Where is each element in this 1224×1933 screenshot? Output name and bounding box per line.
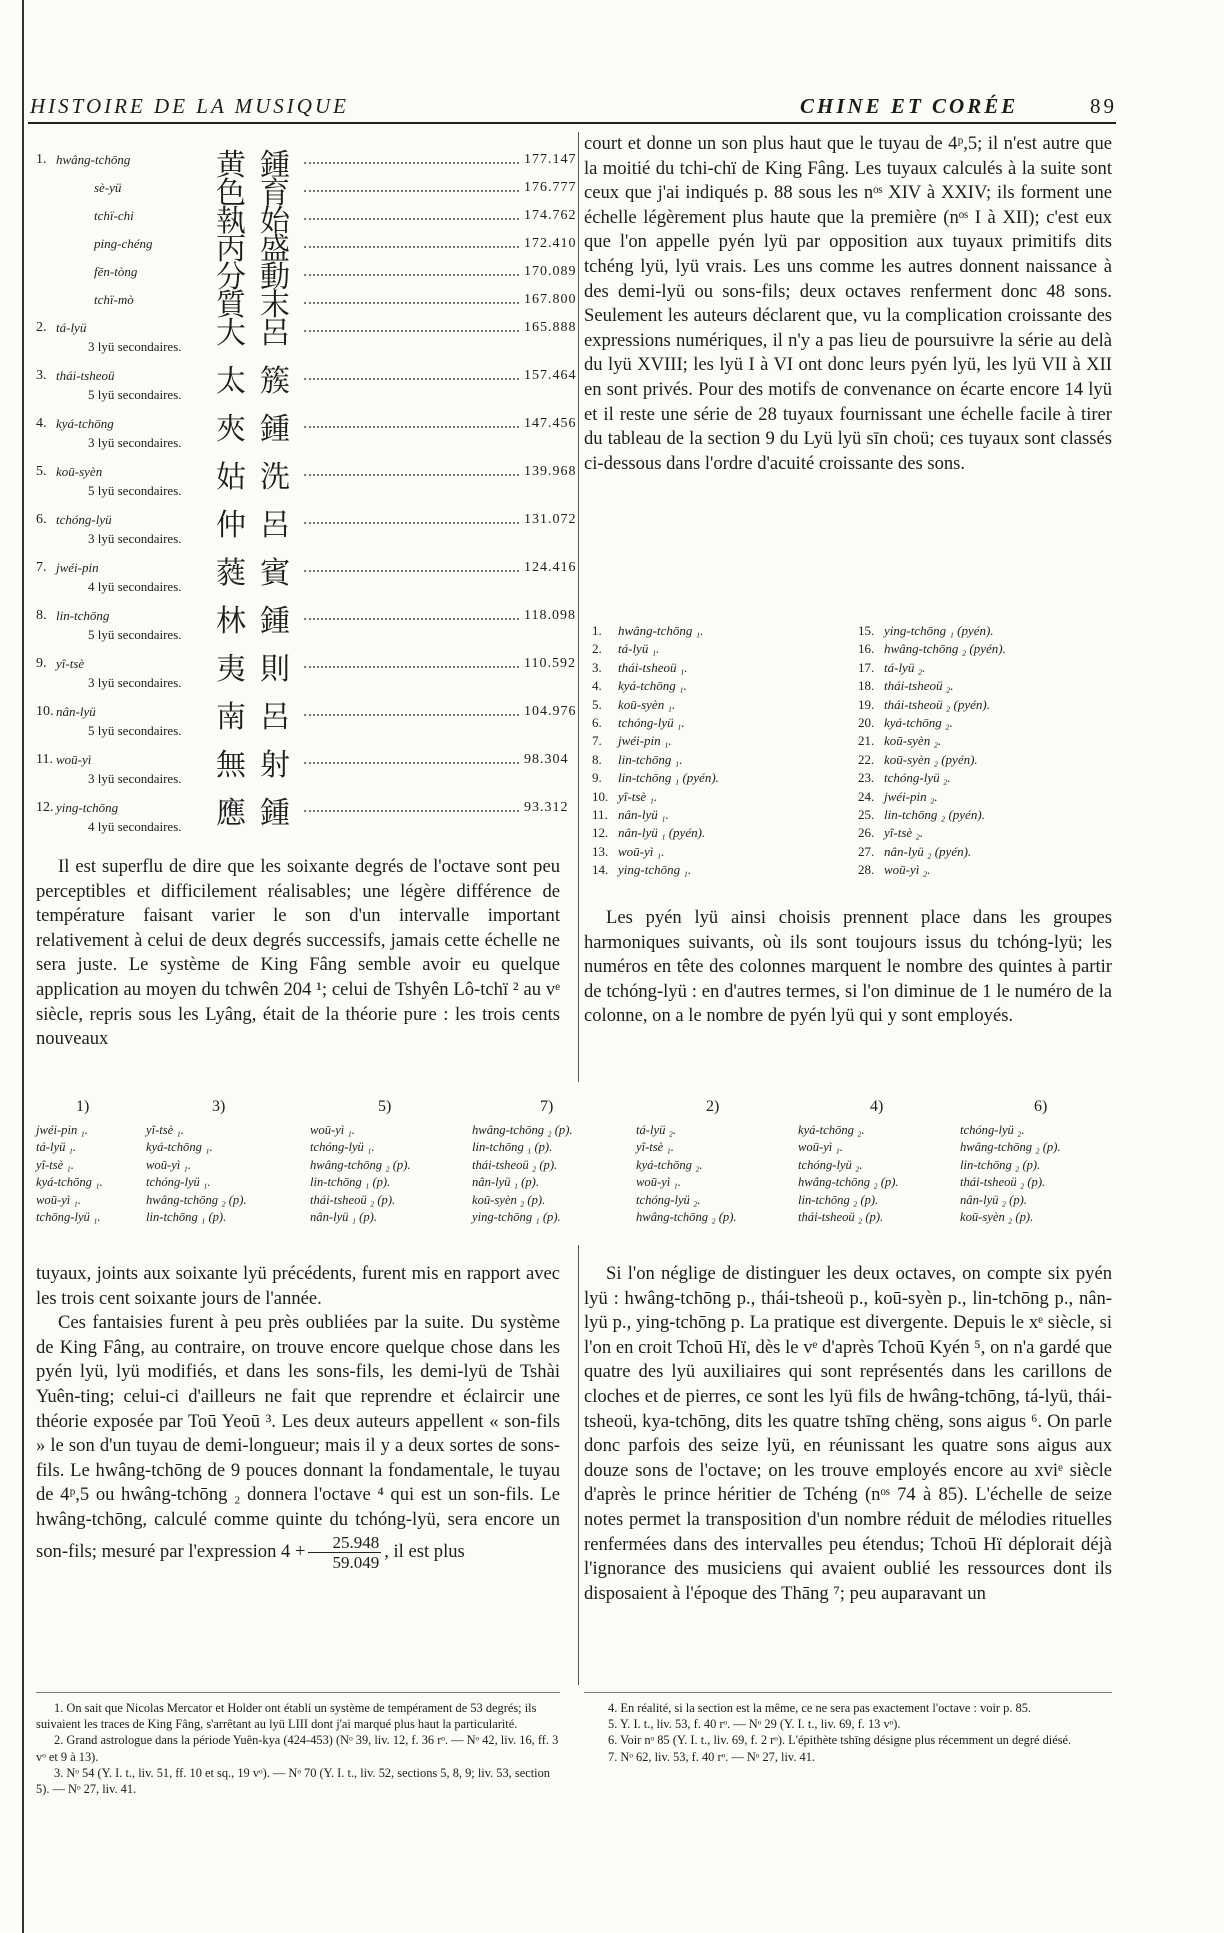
- group-item: lin-tchōng ₂ (p).: [798, 1192, 879, 1207]
- list-item-name: koū-syèn ₁.: [618, 696, 676, 712]
- list-item-name: koū-syèn ₂ (pyén).: [884, 751, 978, 767]
- toc-secondary-note: 3 lyü secondaires.: [88, 435, 182, 450]
- toc-secondary-note: 4 lyü secondaires.: [88, 819, 182, 834]
- list-item-number: 12.: [592, 825, 609, 841]
- toc-secondary-note: 3 lyü secondaires.: [88, 339, 182, 354]
- toc-chinese-chars: 夷則: [216, 652, 304, 687]
- toc-value: 174.762: [524, 208, 577, 223]
- toc-chinese-chars: 夾鍾: [216, 412, 304, 447]
- list-item-number: 14.: [592, 862, 609, 878]
- toc-lyu-name: woū-yì: [56, 752, 92, 767]
- list-item: [858, 806, 1006, 824]
- toc-lyu-name: tchï-chi: [94, 208, 134, 223]
- toc-leader-dots: [304, 178, 519, 192]
- footnote: 7. Nᵒ 62, liv. 53, f. 40 rᵒ. — Nᵒ 27, liv. 41.: [608, 1749, 815, 1764]
- toc-chinese-chars: 質末: [216, 288, 304, 323]
- toc-lyu-name: fēn-tòng: [94, 264, 138, 279]
- toc-value: 98.304: [524, 752, 569, 767]
- group-heading: 5): [378, 1098, 392, 1115]
- group-item: woū-yì ₁.: [636, 1175, 681, 1190]
- group-item: thái-tsheoü ₂ (p).: [472, 1157, 558, 1172]
- list-item-name: yî-tsè ₂.: [884, 825, 924, 841]
- toc-chinese-chars: 分動: [216, 260, 304, 295]
- group-item: hwâng-tchōng ₂ (p).: [636, 1210, 737, 1225]
- toc-chinese-chars: 蕤賓: [216, 556, 304, 591]
- toc-leader-dots: [304, 234, 519, 248]
- footnote: 5. Y. I. t., liv. 53, f. 40 rᵒ. — Nᵒ 29 (Y. I. t., liv. 69, f. 13 vᵒ).: [608, 1717, 901, 1732]
- toc-chinese-chars: 黄鍾: [216, 148, 304, 183]
- group-item: nân-lyü ₁ (p).: [472, 1175, 539, 1190]
- list-item-number: 2.: [592, 641, 602, 657]
- toc-row: [36, 362, 577, 402]
- left-paragraph-2: [36, 1262, 560, 1572]
- left-paragraph-2-text: tuyaux, joints aux soixante lyü précédents, furent mis en rapport avec les trois cent soixante jours de l'année.: [36, 1263, 560, 1309]
- group-item: tchóng-lyü ₂.: [960, 1123, 1025, 1137]
- list-item-number: 27.: [858, 843, 875, 859]
- group-item: tchóng-lyü ₁.: [146, 1175, 211, 1190]
- list-item: [858, 732, 1006, 750]
- toc-leader-dots: [304, 366, 519, 380]
- toc-value: 165.888: [524, 320, 577, 335]
- toc-chinese-chars: 林鍾: [216, 604, 304, 639]
- right-paragraph-1-text: court et donne un son plus haut que le tuyau de 4ᵖ,5; il n'est autre que la moitié du tchi-chï de King Fâng. Les tuyaux calculés à la suite sont ceux que j'ai indiqués p. 88 sous les nᵒˢ XIV à XXIV; ils forment une échelle légèrement plus haute que la première (nᵒˢ I à XII); c'est eux que l'on appelle pyén lyü par opposition aux tuyaux primitifs dits tchéng lyü, lyü vrais. Les uns comme les autres donnent naissance à des demi-lyü ou sons-fils; deux octaves renferment donc 48 sons. Seulement les auteurs déclarent que, vu la complication croissante des expressions numériques, il n'y a pas lieu de poursuivre la série au delà du lyü XVIII; les lyü I à VI ont donc leurs pyén lyü, les lyü VII à XII en sont privés. Pour des motifs de convenance on écarte encore 14 lyü et il reste une série de 28 tuyaux fournissant une échelle facile à tirer du tableau de la section 9 du Lyü lyü sīn choü; ces tuyaux sont classés ci-dessous dans l'ordre d'acuité croissante des sons.: [584, 133, 1112, 474]
- binding-edge: [22, 0, 24, 1933]
- toc-secondary-note: 5 lyü secondaires.: [88, 483, 182, 498]
- list-item-number: 9.: [592, 770, 602, 786]
- group-item: thái-tsheoü ₂ (p).: [798, 1210, 884, 1225]
- list-item: [858, 788, 1006, 806]
- list-item-number: 7.: [592, 733, 602, 749]
- toc-lyu-name: hwâng-tchōng: [56, 152, 131, 167]
- footnote-rule-right: [584, 1692, 1112, 1693]
- group-heading: 6): [1034, 1098, 1048, 1115]
- toc-lyu-name: tá-lyü: [56, 320, 87, 335]
- group-item: lin-tchōng ₂ (p).: [960, 1157, 1041, 1172]
- toc-secondary-note: 3 lyü secondaires.: [88, 771, 182, 786]
- formula-suffix: , il est plus: [384, 1540, 465, 1562]
- list-item-number: 21.: [858, 733, 875, 749]
- group-heading: 2): [706, 1098, 720, 1115]
- list-item-name: thái-tsheoü ₂ (pyén).: [884, 696, 990, 712]
- footnotes-right: [590, 1700, 1112, 1765]
- group-item: tchōng-lyü ₁.: [36, 1210, 101, 1225]
- group-item: thái-tsheoü ₂ (p).: [310, 1192, 396, 1207]
- group-item: tá-lyü ₂.: [636, 1123, 677, 1137]
- toc-chinese-chars: 仲呂: [216, 508, 304, 543]
- toc-chinese-chars: 色育: [216, 176, 304, 211]
- list-item: [858, 622, 1006, 640]
- list-item-name: kyá-tchōng ₂.: [884, 715, 953, 731]
- group-item: hwâng-tchōng ₂ (p).: [472, 1123, 573, 1137]
- toc-number: 11.: [36, 752, 53, 767]
- toc-number: 9.: [36, 656, 47, 671]
- toc-row: [36, 458, 577, 498]
- list-item: [858, 640, 1006, 658]
- toc-leader-dots: [304, 702, 519, 716]
- group-item: kyá-tchōng ₂.: [636, 1157, 703, 1172]
- list-item-number: 22.: [858, 751, 875, 767]
- toc-number: 4.: [36, 416, 47, 431]
- list-item-name: tá-lyü ₂.: [884, 659, 926, 675]
- toc-secondary-note: 3 lyü secondaires.: [88, 675, 182, 690]
- toc-number: 2.: [36, 320, 47, 335]
- footnote-rule-left: [36, 1692, 560, 1693]
- toc-row: [36, 746, 569, 786]
- group-item: tchóng-lyü ₂.: [798, 1157, 863, 1172]
- toc-secondary-note: 3 lyü secondaires.: [88, 531, 182, 546]
- group-item: woū-yì ₁.: [36, 1192, 81, 1207]
- list-item-number: 11.: [592, 807, 608, 823]
- formula-denominator: 59.049: [332, 1552, 380, 1572]
- pyen-list-left: [592, 622, 719, 880]
- group-column: [960, 1122, 1061, 1226]
- toc-lyu-name: nân-lyü: [56, 704, 96, 719]
- pyen-list-right: [858, 622, 1006, 880]
- toc-lyu-name: ping-chéng: [94, 236, 153, 251]
- list-item-name: hwâng-tchōng ₂ (pyén).: [884, 641, 1006, 657]
- list-item: [858, 677, 1006, 695]
- list-item: [592, 696, 719, 714]
- list-item-number: 13.: [592, 843, 609, 859]
- group-item: hwâng-tchōng ₂ (p).: [960, 1140, 1061, 1155]
- group-item: lin-tchōng ₁ (p).: [472, 1140, 553, 1155]
- toc-secondary-note: 4 lyü secondaires.: [88, 579, 182, 594]
- toc-value: 177.147: [524, 152, 577, 167]
- toc-leader-dots: [304, 606, 519, 620]
- group-item: tchóng-lyü ₂.: [636, 1192, 701, 1207]
- list-item-name: lin-tchōng ₂ (pyén).: [884, 807, 985, 823]
- toc-value: 110.592: [524, 656, 576, 671]
- group-column: [472, 1122, 573, 1226]
- group-item: hwâng-tchōng ₂ (p).: [798, 1175, 899, 1190]
- footnote: 3. Nᵒ 54 (Y. I. t., liv. 51, ff. 10 et sq., 19 vᵒ). — Nᵒ 70 (Y. I. t., liv. 52, sections 5, 8, 9; liv. 53, section 5). — Nᵒ 27, liv. 41.: [36, 1765, 550, 1797]
- toc-chinese-chars: 大呂: [216, 316, 304, 351]
- list-item-number: 5.: [592, 696, 602, 712]
- list-item: [592, 714, 719, 732]
- list-item: [858, 769, 1006, 787]
- group-item: woū-yì ₁.: [310, 1123, 355, 1137]
- group-heading: 4): [870, 1098, 884, 1115]
- group-item: kyá-tchōng ₁.: [146, 1140, 213, 1155]
- list-item-name: kyá-tchōng ₁.: [618, 678, 687, 694]
- list-item-number: 17.: [858, 659, 875, 675]
- list-item-number: 18.: [858, 678, 875, 694]
- footnote: 4. En réalité, si la section est la même, ce ne sera pas exactement l'octave : voir p. 85.: [608, 1701, 1032, 1715]
- list-item-number: 25.: [858, 807, 875, 823]
- list-item: [592, 788, 719, 806]
- group-item: thái-tsheoü ₂ (p).: [960, 1175, 1046, 1190]
- toc-leader-dots: [304, 462, 519, 476]
- list-item-name: lin-tchōng ₁ (pyén).: [618, 770, 719, 786]
- toc-lyu-name: tchóng-lyü: [56, 512, 112, 527]
- column-divider-bottom: [578, 1245, 579, 1685]
- column-divider-top: [578, 132, 579, 1082]
- formula-fraction: [308, 1533, 381, 1572]
- toc-lyu-name: lin-tchōng: [56, 608, 110, 623]
- list-item: [858, 714, 1006, 732]
- left-paragraph-1-text: Il est superflu de dire que les soixante degrés de l'octave sont peu perceptibles et difficilement réalisables; une légère différence de température faisant varier le son d'un intervalle important relativement à celui de deux degrés successifs, jamais cette échelle ne sera juste. Le système de King Fâng semble avoir eu quelque application au moyen du tchwên 204 ¹; celui de Tshyên Lô-tchï ² au vᵉ siècle, repris sous les Lyâng, était de la théorie pure : les trois cents nouveaux: [36, 856, 560, 1050]
- right-paragraph-3-text: Si l'on néglige de distinguer les deux octaves, on compte six pyén lyü : hwâng-tchōng p., thái-tsheoü p., koū-syèn p., lin-tchōng p., nân-lyü p., ying-tchōng p. La pratique est divergente. Depuis le xᵉ siècle, si l'on en croit Tchoū Hï, dès le vᵉ d'après Tchoū Kyén ⁵, on n'a gardé que quatre des lyü auxiliaires qui sont représentés dans les carillons de cloches et de pierres, ce sont les lyü fils de hwâng-tchōng, tá-lyü, thái-tsheoü, kya-tchōng, dits les quatre tshīng chëng, sons aigus ⁶. On parle donc parfois des seize lyü, en réunissant les quatre sons aigus aux douze sons de l'octave; on les trouve employés encore au xviᵉ siècle d'après le prince héritier de Tchéng (nᵒˢ 74 à 85). L'échelle de seize notes permet la transposition d'un nombre réduit de mélodies rituelles renfermées dans des intervalles peu étendus; Tchoū Hï déplorait déjà l'ignorance des musiciens qui avaient oublié les ressources dont ils disposaient à l'époque des Thāng ⁷; peu auparavant un: [584, 1263, 1112, 1604]
- group-item: kyá-tchōng ₁.: [36, 1175, 103, 1190]
- list-item-name: lin-tchōng ₁.: [618, 751, 683, 767]
- list-item: [592, 640, 719, 658]
- list-item-name: yî-tsè ₁.: [618, 788, 658, 804]
- toc-lyu-name: yî-tsè: [56, 656, 85, 671]
- footnotes-left: [36, 1700, 560, 1797]
- right-paragraph-3: [584, 1262, 1112, 1606]
- page-number: 89: [1090, 94, 1117, 118]
- toc-secondary-note: 5 lyü secondaires.: [88, 387, 182, 402]
- group-heading: 1): [76, 1098, 90, 1115]
- list-item-name: ying-tchōng ₁.: [618, 862, 692, 878]
- toc-value: 172.410: [524, 236, 577, 251]
- toc-value: 139.968: [524, 464, 577, 479]
- toc-secondary-note: 5 lyü secondaires.: [88, 723, 182, 738]
- toc-row: [36, 794, 569, 834]
- group-item: nân-lyü ₁ (p).: [310, 1210, 377, 1225]
- group-column: [636, 1122, 737, 1226]
- list-item-name: jwéi-pin ₁.: [618, 733, 672, 749]
- list-item-number: 16.: [858, 641, 875, 657]
- list-item-number: 20.: [858, 715, 875, 731]
- list-item-name: woū-yì ₁.: [618, 843, 665, 859]
- group-item: hwâng-tchōng ₂ (p).: [310, 1157, 411, 1172]
- list-item-name: koū-syèn ₂.: [884, 733, 942, 749]
- group-item: koū-syèn ₂ (p).: [960, 1210, 1034, 1225]
- toc-lyu-name: kyá-tchōng: [56, 416, 114, 431]
- toc-lyu-name: ying-tchōng: [56, 800, 119, 815]
- footnote: 1. On sait que Nicolas Mercator et Holder ont établi un système de tempérament de 53 degrés; ils suivaient les traces de King Fâng, s'arrêtant au lyü LIII dont j'ai marqué plus haut la particularité.: [36, 1701, 537, 1732]
- list-item-name: jwéi-pin ₂.: [884, 788, 938, 804]
- list-item: [592, 806, 719, 824]
- list-item-name: tá-lyü ₁.: [618, 641, 660, 657]
- list-item-number: 19.: [858, 696, 875, 712]
- list-item: [592, 622, 719, 640]
- toc-value: 147.456: [524, 416, 577, 431]
- list-item-name: tchóng-lyü ₂.: [884, 770, 951, 786]
- toc-number: 10.: [36, 704, 54, 719]
- toc-value: 104.976: [524, 704, 577, 719]
- group-item: yî-tsè ₁.: [146, 1123, 184, 1137]
- list-item-number: 3.: [592, 659, 602, 675]
- toc-number: 8.: [36, 608, 47, 623]
- formula-prefix: 4 +: [281, 1540, 306, 1562]
- toc-leader-dots: [304, 318, 519, 332]
- list-item-name: woū-yì ₂.: [884, 862, 931, 878]
- toc-row: [36, 506, 577, 546]
- list-item: [592, 732, 719, 750]
- list-item-name: nân-lyü ₁ (pyén).: [618, 825, 706, 841]
- list-item-number: 1.: [592, 623, 602, 638]
- toc-chinese-chars: 應鍾: [216, 796, 304, 831]
- group-item: lin-tchōng ₁ (p).: [146, 1210, 227, 1225]
- footnote: 2. Grand astrologue dans la période Yuên-kya (424-453) (Nᵒ 39, liv. 12, f. 36 rᵒ. — Nᵒ 42, liv. 16, ff. 3 vᵒ et 9 à 13).: [36, 1733, 559, 1764]
- group-column: [798, 1122, 899, 1226]
- toc-number: 1.: [36, 152, 47, 167]
- toc-leader-dots: [304, 290, 519, 304]
- group-item: yî-tsè ₁.: [636, 1140, 674, 1155]
- list-item: [592, 677, 719, 695]
- group-item: hwâng-tchōng ₂ (p).: [146, 1192, 247, 1207]
- toc-value: 118.098: [524, 608, 576, 623]
- header-rule: [28, 122, 1116, 124]
- list-item-name: thái-tsheoü ₂.: [884, 678, 954, 694]
- toc-lyu-name: koū-syèn: [56, 464, 103, 479]
- toc-leader-dots: [304, 414, 519, 428]
- list-item-number: 8.: [592, 751, 602, 767]
- list-item-number: 10.: [592, 788, 609, 804]
- toc-value: 157.464: [524, 368, 577, 383]
- toc-number: 3.: [36, 368, 47, 383]
- toc-leader-dots: [304, 150, 519, 164]
- list-item: [592, 751, 719, 769]
- footnote: 6. Voir nᵒ 85 (Y. I. t., liv. 69, f. 2 rᵒ). L'épithète tshīng désigne plus récemment un degré diésé.: [608, 1733, 1072, 1748]
- toc-number: 7.: [36, 560, 47, 575]
- toc-secondary-note: 5 lyü secondaires.: [88, 627, 182, 642]
- list-item-name: nân-lyü ₂ (pyén).: [884, 843, 972, 859]
- toc-number: 6.: [36, 512, 47, 527]
- list-item: [858, 861, 1006, 879]
- list-item-name: hwâng-tchōng ₁.: [618, 623, 704, 638]
- list-item: [858, 696, 1006, 714]
- toc-lyu-name: tchï-mò: [94, 292, 134, 307]
- toc-chinese-chars: 太簇: [216, 364, 304, 399]
- group-column: [310, 1122, 411, 1226]
- toc-row: [36, 410, 577, 450]
- list-item: [592, 659, 719, 677]
- toc-number: 5.: [36, 464, 47, 479]
- group-item: tá-lyü ₁.: [36, 1140, 77, 1155]
- right-paragraph-1: [584, 132, 1112, 476]
- toc-row: [36, 554, 577, 594]
- right-paragraph-2: [584, 906, 1112, 1029]
- list-item-number: 15.: [858, 623, 875, 638]
- list-item: [592, 861, 719, 879]
- list-item: [592, 843, 719, 861]
- group-item: tchóng-lyü ₁.: [310, 1140, 375, 1155]
- toc-leader-dots: [304, 558, 519, 572]
- toc-chinese-chars: 姑洗: [216, 460, 304, 495]
- toc-leader-dots: [304, 750, 519, 764]
- group-heading: 3): [212, 1098, 226, 1115]
- left-paragraph-1: [36, 855, 560, 1052]
- toc-lyu-name: sè-yü: [94, 180, 122, 195]
- group-item: woū-yì ₁.: [798, 1140, 843, 1155]
- list-item-number: 23.: [858, 770, 875, 786]
- list-item-name: ying-tchōng ₁ (pyén).: [884, 623, 994, 638]
- group-item: jwéi-pin ₁.: [36, 1123, 88, 1137]
- list-item-name: nân-lyü ₁.: [618, 807, 669, 823]
- list-item: [592, 824, 719, 842]
- left-paragraph-3-body: Ces fantaisies furent à peu près oubliées par la suite. Du système de King Fâng, au contraire, on trouve encore quelque chose dans les pyén lyü, lyü modifiés, et dans les sons-fils, les demi-lyü de Tshài Yuên-ting; celui-ci d'ailleurs ne fait que reprendre et éclaircir une théorie exposée par Toū Yeoū ³. Les deux auteurs appellent « son-fils » le son d'un tuyau de demi-longueur; mais il y a deux sortes de sons-fils. Le hwâng-tchōng de 9 pouces donnant la fondamentale, le tuyau de 4ᵖ,5 ou hwâng-tchōng ₂ donnera l'octave ⁴ qui est un son-fils. Le hwâng-tchōng, calculé comme quinte du tchóng-lyü, sera encore un son-fils; mesuré par l'expression: [36, 1312, 560, 1562]
- toc-leader-dots: [304, 262, 519, 276]
- toc-value: 176.777: [524, 180, 577, 195]
- list-item-number: 6.: [592, 715, 602, 731]
- toc-row: [36, 314, 577, 354]
- toc-row: [36, 698, 577, 738]
- toc-value: 131.072: [524, 512, 577, 527]
- toc-value: 93.312: [524, 800, 569, 815]
- toc-row: [36, 650, 576, 690]
- list-item: [592, 769, 719, 787]
- group-item: kyá-tchōng ₂.: [798, 1123, 865, 1137]
- toc-lyu-name: thái-tsheoü: [56, 368, 115, 383]
- list-item-name: thái-tsheoü ₁.: [618, 659, 688, 675]
- list-item-number: 28.: [858, 862, 875, 878]
- list-item: [858, 843, 1006, 861]
- toc-leader-dots: [304, 798, 519, 812]
- list-item: [858, 751, 1006, 769]
- toc-row: [36, 602, 576, 642]
- group-item: ying-tchōng ₁ (p).: [472, 1210, 561, 1225]
- list-item-number: 26.: [858, 825, 875, 841]
- toc-value: 170.089: [524, 264, 577, 279]
- group-column: [36, 1122, 103, 1226]
- formula-numerator: 25.948: [308, 1533, 381, 1553]
- group-item: nân-lyü ₂ (p).: [960, 1192, 1027, 1207]
- group-column: [146, 1122, 247, 1226]
- group-item: lin-tchōng ₁ (p).: [310, 1175, 391, 1190]
- group-item: yî-tsè ₁.: [36, 1157, 74, 1172]
- toc-leader-dots: [304, 206, 519, 220]
- running-title-right: CHINE ET CORÉE: [800, 94, 1019, 118]
- toc-value: 167.800: [524, 292, 577, 307]
- list-item-number: 4.: [592, 678, 602, 694]
- toc-leader-dots: [304, 510, 519, 524]
- group-heading: 7): [540, 1098, 554, 1115]
- toc-chinese-chars: 執始: [216, 204, 304, 239]
- toc-lyu-name: jwéi-pin: [56, 560, 99, 575]
- toc-leader-dots: [304, 654, 519, 668]
- group-item: koū-syèn ₂ (p).: [472, 1192, 546, 1207]
- toc-chinese-chars: 丙盛: [216, 232, 304, 267]
- list-item-name: tchóng-lyü ₁.: [618, 715, 685, 731]
- running-title-left: HISTOIRE DE LA MUSIQUE: [30, 94, 349, 118]
- right-paragraph-2-text: Les pyén lyü ainsi choisis prennent place dans les groupes harmoniques suivants, où ils sont toujours issus du tchóng-lyü; les numéros en tête des colonnes marquent le nombre des quintes à partir de tchóng-lyü : en d'autres termes, si l'on diminue de 1 le numéro de la colonne, on a le nombre de pyén lyü qui y sont employés.: [584, 907, 1112, 1027]
- toc-chinese-chars: 無射: [216, 748, 304, 783]
- toc-value: 124.416: [524, 560, 577, 575]
- toc-number: 12.: [36, 800, 54, 815]
- toc-chinese-chars: 南呂: [216, 700, 304, 735]
- list-item-number: 24.: [858, 788, 875, 804]
- list-item: [858, 824, 1006, 842]
- left-paragraph-3-text: [36, 1311, 560, 1571]
- group-item: woū-yì ₁.: [146, 1157, 191, 1172]
- list-item: [858, 659, 1006, 677]
